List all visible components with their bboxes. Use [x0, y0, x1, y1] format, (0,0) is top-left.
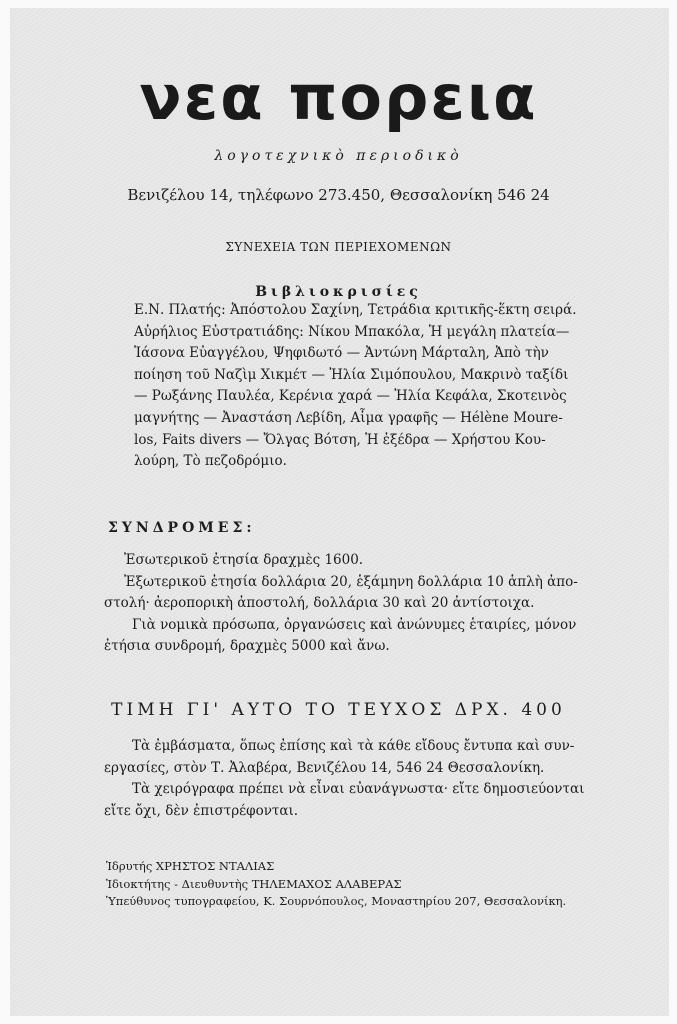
domestic-subscription: Ἐσωτερικοῦ ἐτησία δραχμὲς 1600.: [124, 552, 364, 568]
printer-line: Ὑπεύθυνος τυπογραφείου, Κ. Σουρνόπουλος, Μοναστηρίου 207, Θεσσαλονίκη.: [106, 894, 567, 908]
payments-note-cont: εργασίες, στὸν Τ. Ἀλαβέρα, Βενιζέλου 14, 546 24 Θεσσαλονίκη.: [104, 759, 545, 776]
reviews-line: ποίηση τοῦ Ναζὶμ Χικμέτ — Ἠλία Σιμόπουλου, Μακρινὸ ταξίδι: [134, 366, 569, 383]
subscriptions-heading: ΣΥΝΔΡΟΜΕΣ:: [108, 520, 256, 536]
subscriptions-section: [104, 550, 604, 658]
legal-entities-subscription-cont: ἐτήσια συνδρομή, δραχμὲς 5000 καὶ ἄνω.: [104, 638, 390, 654]
founder-line: Ἱδρυτής ΧΡΗΣΤΟΣ ΝΤΑΛΙΑΣ: [106, 859, 275, 873]
issue-price: ΤΙΜΗ ΓΙ' ΑΥΤΟ ΤΟ ΤΕΥΧΟΣ ΔΡΧ. 400: [111, 700, 566, 720]
reviews-line: λούρη, Τὸ πεζοδρόμιο.: [134, 453, 287, 470]
terms-section: [104, 736, 612, 822]
reviews-list: [134, 300, 600, 473]
reviews-line: Ε.Ν. Πλατής: Ἀπόστολου Σαχίνη, Τετράδια κριτικῆς-ἕκτη σειρά.: [134, 302, 577, 318]
manuscripts-note-cont: εἴτε ὄχι, δὲν ἐπιστρέφονται.: [104, 802, 299, 819]
reviews-line: los, Faits divers — Ὄλγας Βότση, Ἡ ἐξέδρα — Χρήστου Κου-: [134, 431, 546, 448]
reviews-line: Ἰάσονα Εὐαγγέλου, Ψηφιδωτό — Ἀντώνη Μάρταλη, Ἀπὸ τὴν: [134, 345, 549, 362]
reviews-line: μαγνήτης — Ἀναστάση Λεβίδη, Αἷμα γραφῆς — Hélène Moure-: [134, 409, 563, 426]
contents-continued-heading: ΣΥΝΕΧΕΙΑ ΤΩΝ ΠΕΡΙΕΧΟΜΕΝΩΝ: [225, 240, 452, 254]
magazine-subtitle: λογοτεχνικὸ περιοδικὸ: [214, 148, 463, 164]
abroad-subscription: Ἐξωτερικοῦ ἐτησία δολλάρια 20, ἑξάμηνη δολλάρια 10 ἁπλὴ ἀπο-: [124, 573, 578, 590]
reviews-line: — Ρωξάνης Παυλέα, Κερένια χαρά — Ἠλία Κεφάλα, Σκοτεινὸς: [134, 388, 567, 405]
owner-line: Ἰδιοκτήτης - Διευθυντὴς ΤΗΛΕΜΑΧΟΣ ΑΛΑΒΕΡΑΣ: [106, 876, 402, 891]
abroad-subscription-cont: στολή· ἀεροπορικὴ ἀποστολή, δολλάρια 30 καὶ 20 ἀντίστοιχα.: [104, 595, 535, 611]
payments-note: Τὰ ἐμβάσματα, ὅπως ἐπίσης καὶ τὰ κάθε εἴδους ἔντυπα καὶ συν-: [132, 738, 575, 754]
reviews-heading: Βιβλιοκρισίες: [255, 284, 422, 300]
magazine-masthead: νεα πορεια: [139, 61, 538, 134]
reviews-line: Αὐρήλιος Εὐστρατιάδης: Νίκου Μπακόλα, Ἡ μεγάλη πλατεία—: [134, 323, 570, 340]
manuscripts-note: Τὰ χειρόγραφα πρέπει νὰ εἶναι εὐανάγνωστα· εἴτε δημοσιεύονται: [132, 781, 585, 797]
legal-entities-subscription: Γιὰ νομικὰ πρόσωπα, ὀργανώσεις καὶ ἀνώνυμες ἑταιρίες, μόνον: [132, 616, 577, 633]
publisher-address: Βενιζέλου 14, τηλέφωνο 273.450, Θεσσαλονίκη 546 24: [127, 186, 550, 204]
imprint: [106, 858, 606, 911]
